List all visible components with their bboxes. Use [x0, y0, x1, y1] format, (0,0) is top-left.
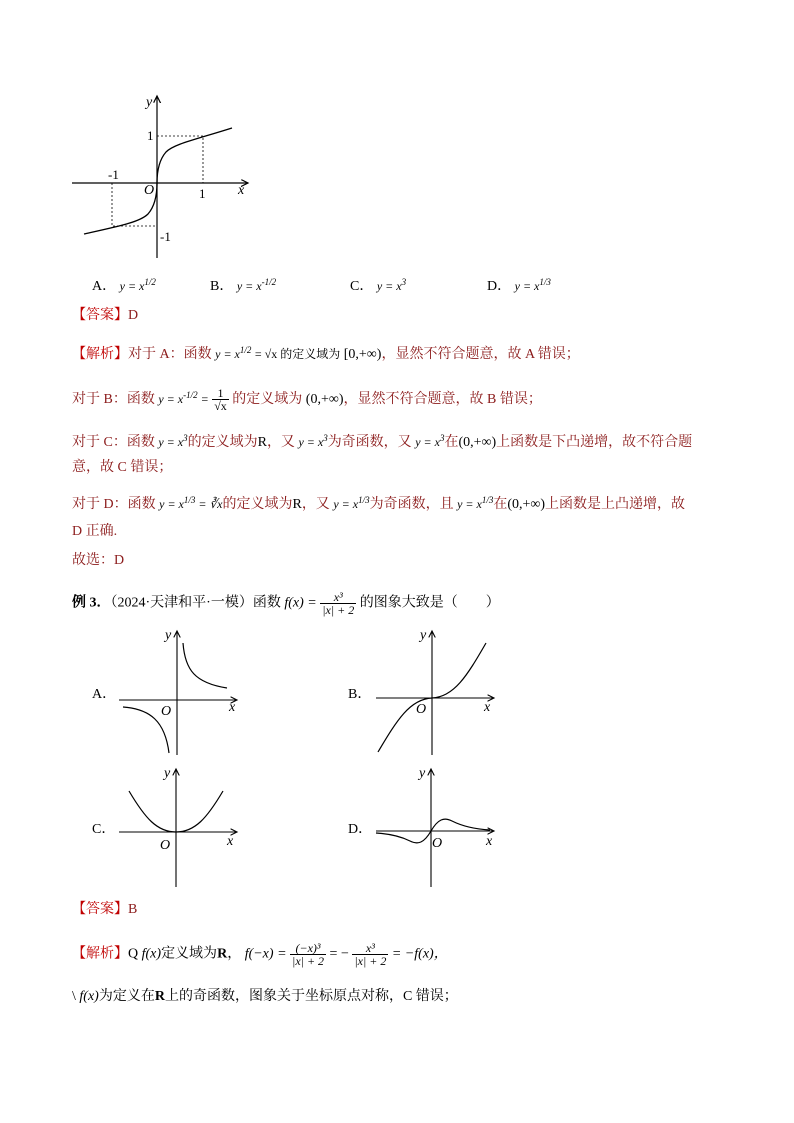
option-b: B． $y = x^{-1/2}$: [210, 277, 277, 294]
answer-value: D: [128, 308, 139, 323]
option-c: C． $y = x^3$: [350, 277, 407, 294]
option-a-expr: $y = x^{1/2}$: [119, 277, 156, 293]
svg-text:y: y: [420, 628, 427, 643]
analysis-1-line-d2: D 正确.: [72, 524, 118, 539]
answer-2: [72, 900, 137, 920]
option-graph-b: [372, 625, 502, 760]
option-b-expr: $y = x^{-1/2}$: [236, 277, 277, 293]
svg-text:y: y: [165, 628, 172, 643]
tick-neg1-x: -1: [108, 167, 119, 182]
option-graph-a-label: A．: [92, 687, 117, 702]
analysis-1-conclusion: 故选：D: [72, 553, 125, 568]
curve: [84, 128, 232, 234]
svg-text:y: y: [164, 766, 171, 781]
svg-text:x: x: [227, 834, 234, 849]
svg-text:x: x: [486, 834, 493, 849]
top-graph: [70, 90, 260, 265]
option-graph-c-label: C．: [92, 822, 116, 837]
answer-1: [72, 306, 138, 326]
option-graph-d-label: D．: [348, 822, 373, 837]
tick-neg1-y: -1: [160, 229, 171, 244]
analysis-1-line-a: 【解析】对于 A：函数 $y = x^{1/2} = √x$ 的定义域为 [0,+∞)，显然不符合题意，故 A 错误；: [72, 345, 580, 362]
answer-tag: 【答案】: [72, 902, 128, 917]
x-label: x: [238, 183, 245, 198]
y-label: y: [146, 95, 153, 110]
analysis-1-line-b: 对于 B：函数 $y = x^{-1/2}$ = $\frac{1}{√x}$ 的定义域为 (0,+∞)，显然不符合题意，故 B 错误；: [72, 386, 542, 414]
analysis-1-line-c2: 意，故 C 错误；: [72, 460, 173, 475]
option-d-expr: $y = x^{1/3}$: [514, 277, 551, 293]
example-3-fraction: $\frac{\text{x³}}{|x| + 2}$: [322, 590, 355, 617]
svg-text:O: O: [416, 702, 427, 717]
answer-value: B: [128, 902, 138, 917]
analysis-1-line-c: 对于 C：函数 $y = x^3$的定义域为R，又 $y = x^3$为奇函数，又 $y = x^3$在(0,+∞)上函数是下凸递增，故不符合题: [72, 433, 693, 450]
origin-label: O: [144, 183, 155, 198]
option-a: A． $y = x^{1/2}$: [92, 277, 156, 294]
tick-pos1-y: 1: [147, 128, 154, 143]
svg-text:x: x: [229, 700, 236, 715]
example-3-question: 例 3．（2024·天津和平·一模）函数 f(x) = $\frac{\text{x³}}{|x| + 2}$ 的图象大致是（ ）: [72, 590, 500, 617]
option-graph-d: [372, 763, 502, 890]
svg-text:O: O: [160, 838, 171, 853]
option-graph-b-label: B．: [348, 687, 372, 702]
option-graph-a: [115, 625, 245, 760]
svg-text:y: y: [419, 766, 426, 781]
frac-one-over-sqrt-x: $\frac{1}{√x}$: [214, 386, 227, 414]
analysis-frac-2: $\frac{\text{x³}}{|x| + 2}$: [354, 941, 387, 968]
analysis-2-line-1: 【解析】Q f(x)定义域为R， f(−x) = $\frac{\text{(−x)³}}{|x| + 2}$ = − $\frac{\text{x³}}{|x| + 2}$ = −f(x)，: [72, 941, 448, 968]
option-d: D． $y = x^{1/3}$: [487, 277, 551, 294]
tick-pos1-x: 1: [199, 186, 206, 201]
svg-text:x: x: [484, 700, 491, 715]
dashed-guide-pos: [157, 136, 203, 183]
analysis-1-line-d: 对于 D：函数 $y = x^{1/3}$ = ∛x的定义域为R，又 $y = x^{1/3}$为奇函数，且 $y = x^{1/3}$在(0,+∞)上函数是上凸递增，故: [72, 495, 686, 512]
svg-text:O: O: [161, 704, 172, 719]
example-label: 例 3．: [72, 595, 111, 611]
analysis-frac-1: $\frac{\text{(−x)³}}{|x| + 2}$: [292, 941, 325, 968]
svg-text:O: O: [432, 836, 443, 851]
option-c-expr: $y = x^3$: [376, 277, 407, 293]
answer-tag: 【答案】: [72, 308, 128, 323]
option-graph-c: [115, 763, 245, 890]
analysis-2-line-2: \ f(x)为定义在R上的奇函数，图象关于坐标原点对称，C 错误；: [72, 989, 458, 1004]
